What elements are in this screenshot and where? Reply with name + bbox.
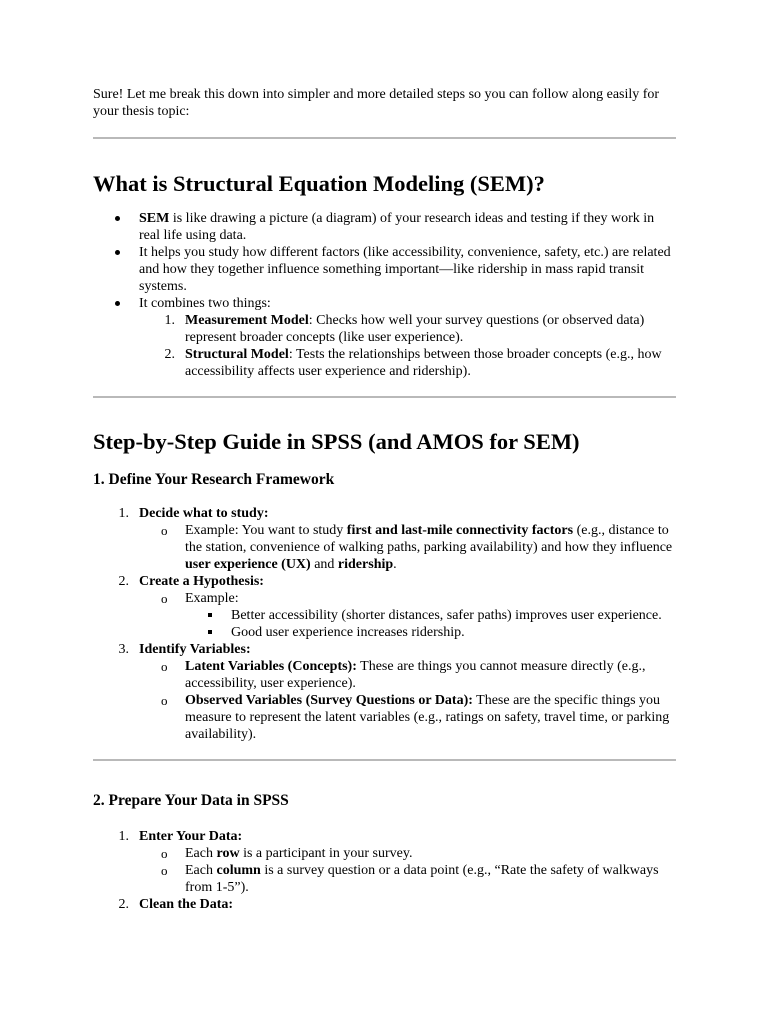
text: These are the specific things you measure to represent the latent variables (e.g., ratings on safety, travel time, or parking availability). [185,693,670,742]
list-item-text: : Checks how well your survey questions (or observed data) represent broader concepts (like user experience). [185,313,645,345]
square-bullet-icon [208,607,212,617]
bullet-icon [115,244,120,255]
divider [93,396,676,398]
list-item [139,590,676,641]
text: Example: You want to study [185,523,347,538]
guide-heading: Step-by-Step Guide in SPSS (and AMOS for SEM) [93,429,580,454]
list-item [139,312,676,346]
text: is a survey question or a data point (e.g., “Rate the safety of walkways from 1-5”). [185,863,659,895]
circle-bullet-icon: o [161,523,168,538]
term: first and last-mile connectivity factors [346,523,574,538]
list-item [139,692,676,743]
list-item [139,845,676,862]
text: is a participant in your survey. [239,846,413,861]
bullet-icon [115,295,120,306]
list-number: 2. [118,574,129,589]
list-item-title: Create a Hypothesis: [139,574,264,589]
divider [93,759,676,761]
circle-bullet-icon: o [161,863,168,878]
list-item [139,862,676,896]
list-number: 3. [118,642,129,657]
circle-bullet-icon: o [161,591,168,606]
term: Observed Variables (Survey Questions or Data): [185,693,473,708]
term: Structural Model [185,347,289,362]
circle-bullet-icon: o [161,693,168,708]
text: and [310,557,338,572]
list-item [93,244,676,295]
list-item [93,896,676,913]
sem-bullet-list [93,210,676,380]
text: (e.g., distance to the station, convenience of walking paths, parking availability) and how they influence [185,523,673,555]
sub-list [139,590,676,641]
intro-paragraph: Sure! Let me break this down into simpler and more detailed steps so you can follow along easily for your thesis topic: [93,87,660,119]
list-item [139,658,676,692]
list-item-title: Identify Variables: [139,642,251,657]
text: Example: [185,591,239,606]
circle-bullet-icon: o [161,846,168,861]
list-number: 2. [118,897,129,912]
list-item [185,607,676,624]
numbered-list [139,312,676,380]
list-number: 1. [118,506,129,521]
list-item-text: It combines two things: [139,296,271,311]
sub-list [139,522,676,573]
term: SEM [139,211,170,226]
list-item-text: is like drawing a picture (a diagram) of your research ideas and testing if they work in real life using data. [139,211,655,243]
list-number: 1. [164,313,175,328]
list-item [93,573,676,641]
section-1-list [93,505,676,743]
list-item-title: Clean the Data: [139,897,234,912]
text: . [393,557,397,572]
section-1-heading: 1. Define Your Research Framework [93,471,335,488]
square-bullet-icon [208,624,212,634]
list-item-title: Enter Your Data: [139,829,243,844]
list-item [139,346,676,380]
term: column [216,863,261,878]
list-item [93,828,676,896]
term: row [216,846,240,861]
section-2-heading: 2. Prepare Your Data in SPSS [93,792,289,809]
list-item [93,505,676,573]
term: user experience (UX) [185,557,311,572]
list-item-title: Decide what to study: [139,506,269,521]
list-item [93,295,676,380]
text: These are things you cannot measure directly (e.g., accessibility, user experience). [185,659,646,691]
sub-sub-list [185,607,676,641]
sub-list [139,845,676,896]
list-number: 2. [164,347,175,362]
text: Each [185,863,217,878]
list-item [93,210,676,244]
sub-list [139,658,676,743]
document-page [93,86,676,913]
text: Good user experience increases ridership. [231,625,465,640]
section-2-list [93,828,676,913]
list-item-text: It helps you study how different factors (like accessibility, convenience, safety, etc.) are related and how they together influence something important—like ridership in mass rapid transit systems. [139,245,671,294]
list-item-text: : Tests the relationships between those broader concepts (e.g., how accessibility affects user experience and ridership). [185,347,662,379]
term: Latent Variables (Concepts): [185,659,357,674]
list-item [93,641,676,743]
circle-bullet-icon: o [161,659,168,674]
list-item [185,624,676,641]
list-number: 1. [118,829,129,844]
text: Better accessibility (shorter distances, safer paths) improves user experience. [231,608,662,623]
text: Each [185,846,217,861]
bullet-icon [115,210,120,221]
term: ridership [337,557,394,572]
divider [93,137,676,139]
list-item [139,522,676,573]
sem-heading: What is Structural Equation Modeling (SEM)? [93,171,545,196]
term: Measurement Model [185,313,309,328]
